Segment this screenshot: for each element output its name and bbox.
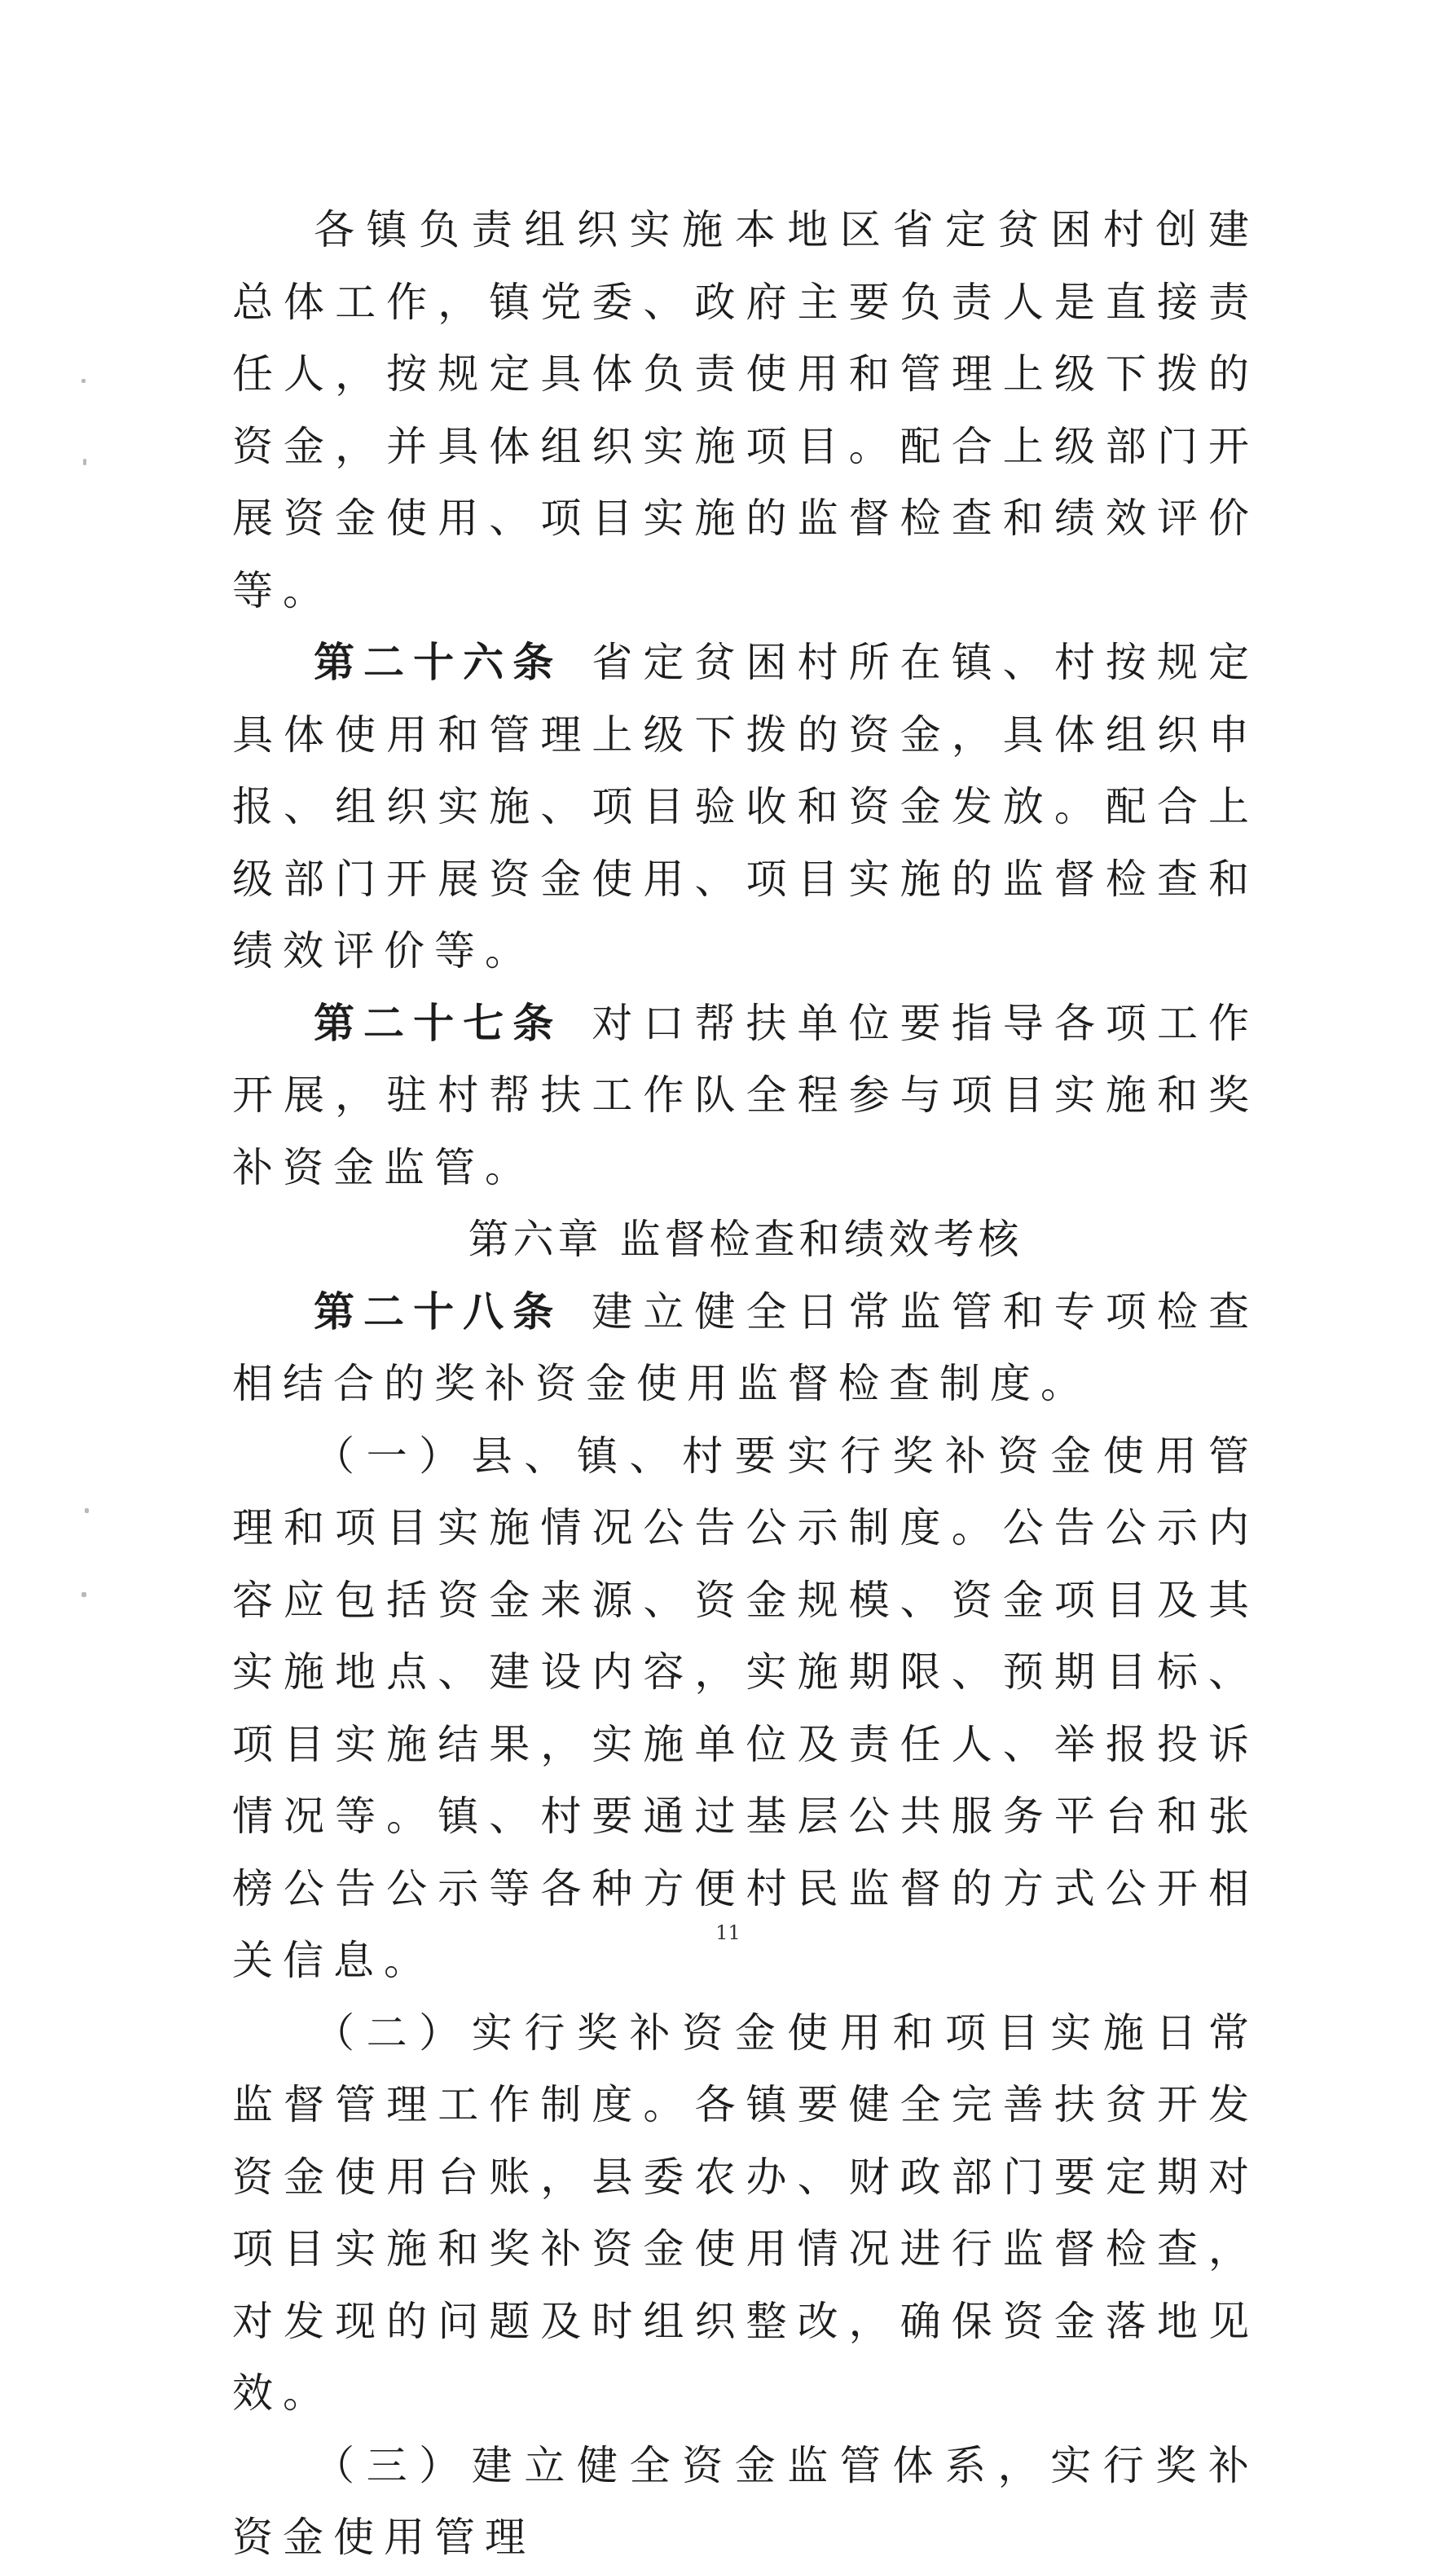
article-26-number: 第二十六条 [314,639,563,686]
article-27-text: 对口帮扶单位要指导各项工作开展，驻村帮扶工作队全程参与项目实施和奖补资金监管。 [232,999,1260,1191]
scan-speck [85,1508,89,1513]
scan-speck [81,1592,86,1597]
item-2-daily-supervision: （二）实行奖补资金使用和项目实施日常监督管理工作制度。各镇要健全完善扶贫开发资金使用台账，县委农办、财政部门要定期对项目实施和奖补资金使用情况进行监督检查，对发现的问题及时组织整改，确保资金落地见效。 [232,2009,1259,2417]
article-27 [232,988,1259,1204]
chapter-heading: 第六章 监督检查和绩效考核 [468,1216,1023,1263]
article-28 [232,1276,1259,1420]
item-3-supervision-system: （三）建立健全资金监管体系，实行奖补资金使用管理 [232,2441,1259,2561]
article-27-number: 第二十七条 [314,999,563,1047]
article-26-text: 省定贫困村所在镇、村按规定具体使用和管理上级下拨的资金，具体组织申报、组织实施、项目验收和资金发放。配合上级部门开展资金使用、项目实施的监督检查和绩效评价等。 [232,639,1260,975]
scan-speck [83,459,86,465]
body-text [232,194,1259,2574]
article-28-text: 建立健全日常监管和专项检查相结合的奖补资金使用监督检查制度。 [232,1287,1260,1407]
page-number: 11 [715,1921,741,1944]
article-26 [232,627,1259,988]
paragraph-town-responsibility: 各镇负责组织实施本地区省定贫困村创建总体工作，镇党委、政府主要负责人是直接责任人，按规定具体负责使用和管理上级下拨的资金，并具体组织实施项目。配合上级部门开展资金使用、项目实施的监督检查和绩效评价等。 [232,206,1259,614]
item-1-public-notice: （一）县、镇、村要实行奖补资金使用管理和项目实施情况公告公示制度。公告公示内容应包括资金来源、资金规模、资金项目及其实施地点、建设内容，实施期限、预期目标、项目实施结果，实施单位及责任人、举报投诉情况等。镇、村要通过基层公共服务平台和张榜公告公示等各种方便村民监督的方式公开相关信息。 [232,1432,1259,1984]
article-28-number: 第二十八条 [314,1287,563,1335]
scan-speck [81,379,86,383]
